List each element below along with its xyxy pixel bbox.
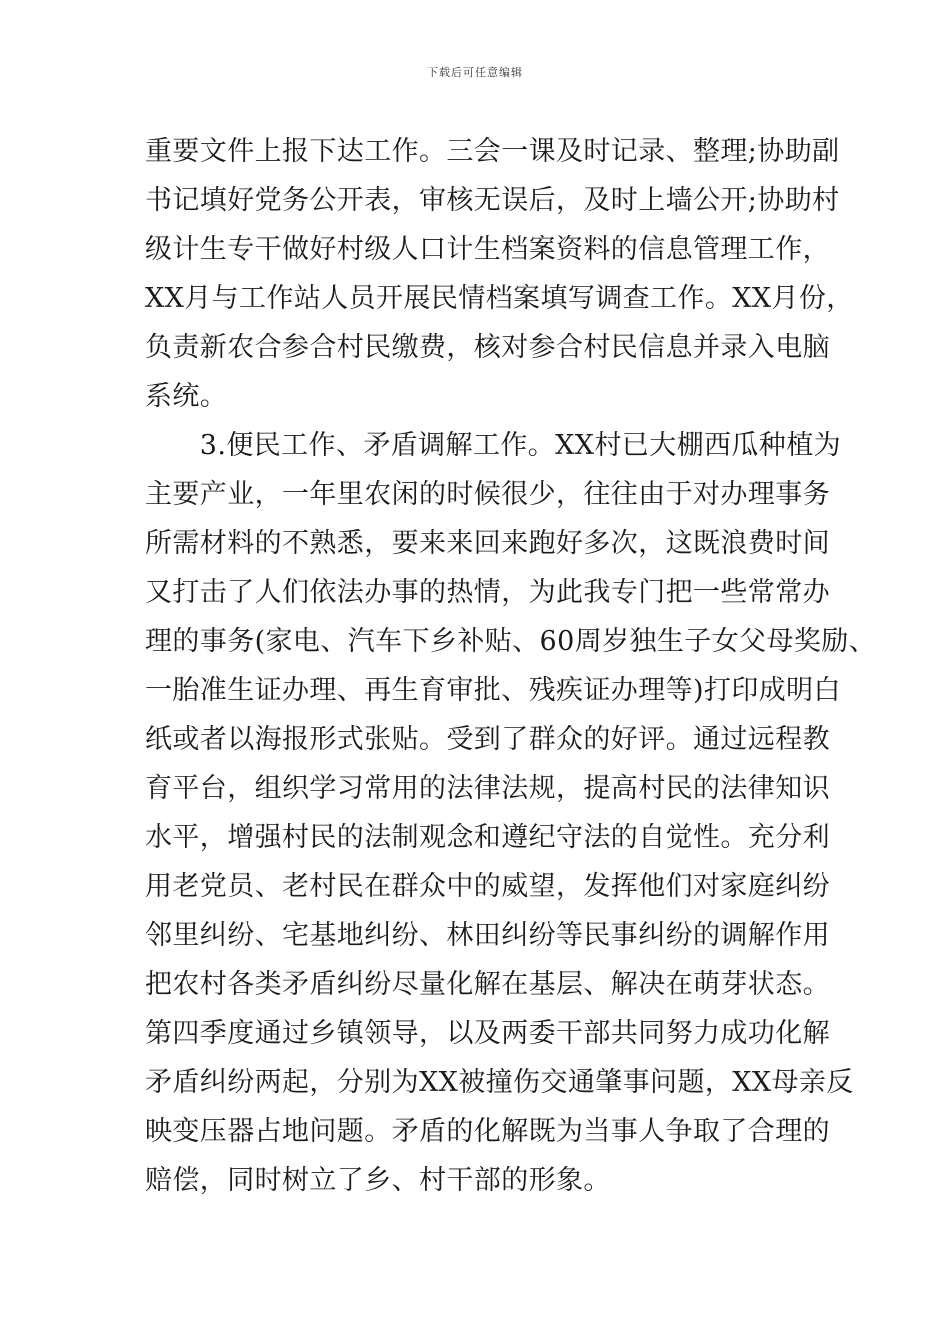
text-line: 矛盾纠纷两起，分别为XX被撞伤交通肇事问题，XX母亲反 (145, 1067, 854, 1098)
text-line: 邻里纠纷、宅基地纠纷、林田纠纷等民事纠纷的调解作用 (145, 920, 830, 951)
text-line: 主要产业，一年里农闲的时候很少，往往由于对办理事务 (145, 479, 830, 510)
text-line: 水平，增强村民的法制观念和遵纪守法的自觉性。充分利 (145, 822, 830, 853)
text-line: 纸或者以海报形式张贴。受到了群众的好评。通过远程教 (145, 724, 830, 755)
text-line: 系统。 (145, 381, 228, 412)
text-line: 重要文件上报下达工作。三会一课及时记录、整理;协助副 (145, 136, 840, 167)
text-line: 育平台，组织学习常用的法律法规，提高村民的法律知识 (145, 773, 830, 804)
text-line: 书记填好党务公开表，审核无误后，及时上墙公开;协助村 (145, 185, 840, 216)
text-line: 3.便民工作、矛盾调解工作。XX村已大棚西瓜种植为 (145, 430, 842, 461)
text-line: 赔偿，同时树立了乡、村干部的形象。 (145, 1165, 611, 1196)
text-line: 把农村各类矛盾纠纷尽量化解在基层、解决在萌芽状态。 (145, 969, 830, 1000)
header-note: 下载后可任意编辑 (427, 66, 523, 79)
text-line: XX月与工作站人员开展民情档案填写调查工作。XX月份， (145, 283, 854, 314)
text-line: 级计生专干做好村级人口计生档案资料的信息管理工作， (145, 234, 830, 265)
text-line: 映变压器占地问题。矛盾的化解既为当事人争取了合理的 (145, 1116, 830, 1147)
text-line: 负责新农合参合村民缴费，核对参合村民信息并录入电脑 (145, 332, 830, 363)
text-line: 用老党员、老村民在群众中的威望，发挥他们对家庭纠纷 (145, 871, 830, 902)
text-line: 所需材料的不熟悉，要来来回来跑好多次，这既浪费时间 (145, 528, 830, 559)
body-text (145, 127, 877, 1205)
text-line: 又打击了人们依法办事的热情，为此我专门把一些常常办 (145, 577, 830, 608)
text-line: 理的事务(家电、汽车下乡补贴、60周岁独生子女父母奖励、 (145, 626, 877, 657)
text-line: 一胎准生证办理、再生育审批、残疾证办理等)打印成明白 (145, 675, 841, 706)
text-line: 第四季度通过乡镇领导，以及两委干部共同努力成功化解 (145, 1018, 830, 1049)
